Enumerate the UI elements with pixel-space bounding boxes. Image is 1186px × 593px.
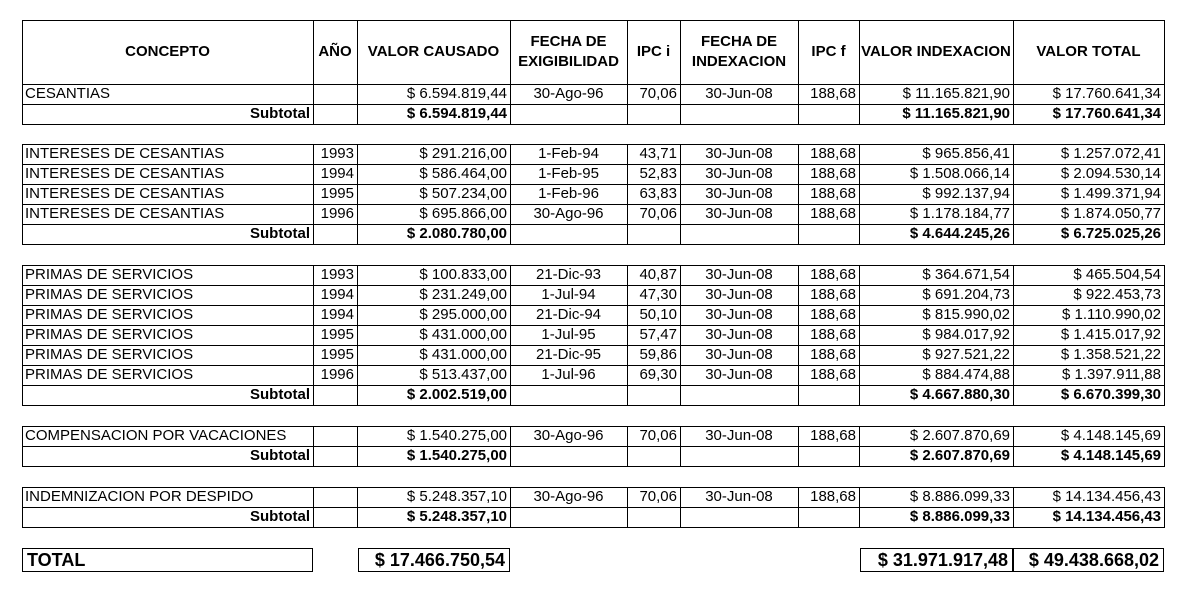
cell-total: $ 922.453,73	[1073, 286, 1161, 303]
cell-concepto: PRIMAS DE SERVICIOS	[25, 326, 194, 343]
grid-vline	[22, 20, 23, 85]
grid-vline	[313, 20, 314, 85]
subtotal-valor-causado: $ 6.594.819,44	[406, 105, 507, 122]
grid-vline	[798, 144, 799, 245]
cell-ipci: 70,06	[639, 488, 677, 505]
cell-idx: $ 927.521,22	[922, 346, 1010, 363]
subtotal-row	[0, 104, 1186, 124]
grid-vline	[313, 144, 314, 245]
table-row	[0, 204, 1186, 224]
cell-fechaidx: 30-Jun-08	[705, 85, 773, 102]
grid-vline	[357, 84, 358, 125]
cell-anio: 1993	[320, 266, 354, 283]
cell-valor: $ 6.594.819,44	[406, 85, 507, 102]
cell-fecha: 21-Dic-93	[535, 266, 602, 283]
grid-vline	[680, 144, 681, 245]
subtotal-valor-total: $ 6.670.399,30	[1060, 386, 1161, 403]
cell-fechaidx: 30-Jun-08	[705, 205, 773, 222]
table-row	[0, 305, 1186, 325]
cell-total: $ 1.499.371,94	[1060, 185, 1161, 202]
header-valor-causado: VALOR CAUSADO	[367, 43, 500, 60]
cell-concepto: INTERESES DE CESANTIAS	[25, 165, 225, 182]
grid-vline	[680, 20, 681, 85]
grid-vline	[859, 144, 860, 245]
header-anio: AÑO	[318, 43, 352, 60]
table-row	[0, 164, 1186, 184]
cell-total: $ 1.110.990,02	[1062, 306, 1161, 323]
cell-ipci: 59,86	[639, 346, 677, 363]
grid-vline	[510, 426, 511, 467]
total-valor-total: $ 49.438.668,02	[1013, 548, 1164, 572]
grid-vline	[22, 84, 23, 125]
grid-vline	[627, 426, 628, 467]
table-row	[0, 265, 1186, 285]
grid-vline	[510, 84, 511, 125]
cell-fechaidx: 30-Jun-08	[705, 346, 773, 363]
cell-ipcf: 188,68	[810, 286, 856, 303]
grid-vline	[357, 487, 358, 528]
cell-concepto: INDEMNIZACION POR DESPIDO	[25, 488, 254, 505]
grid-vline	[22, 265, 23, 406]
subtotal-label: Subtotal	[250, 447, 310, 464]
cell-fecha: 1-Jul-96	[541, 366, 596, 383]
subtotal-valor-indexacion: $ 11.165.821,90	[902, 105, 1010, 122]
cell-valor: $ 100.833,00	[419, 266, 507, 283]
grid-vline	[859, 487, 860, 528]
grid-vline	[859, 426, 860, 467]
grid-vline	[627, 487, 628, 528]
grid-vline	[798, 265, 799, 406]
cell-fechaidx: 30-Jun-08	[705, 266, 773, 283]
cell-concepto: PRIMAS DE SERVICIOS	[25, 266, 194, 283]
grid-vline	[357, 144, 358, 245]
cell-ipci: 70,06	[639, 85, 677, 102]
cell-ipcf: 188,68	[810, 366, 856, 383]
grid-vline	[313, 487, 314, 528]
cell-valor: $ 695.866,00	[419, 205, 507, 222]
cell-idx: $ 992.137,94	[922, 185, 1010, 202]
cell-valor: $ 586.464,00	[419, 165, 507, 182]
cell-idx: $ 984.017,92	[922, 326, 1010, 343]
cell-total: $ 1.874.050,77	[1060, 205, 1161, 222]
cell-valor: $ 431.000,00	[419, 346, 507, 363]
cell-fechaidx: 30-Jun-08	[705, 165, 773, 182]
cell-anio: 1996	[320, 205, 354, 222]
table-row	[0, 426, 1186, 446]
cell-total: $ 1.415.017,92	[1060, 326, 1161, 343]
subtotal-row	[0, 507, 1186, 527]
grid-vline	[22, 487, 23, 528]
total-label: TOTAL	[22, 548, 313, 572]
grid-vline	[680, 426, 681, 467]
cell-concepto: INTERESES DE CESANTIAS	[25, 145, 225, 162]
cell-concepto: INTERESES DE CESANTIAS	[25, 205, 225, 222]
header-fecha-indexacion: FECHA DE INDEXACION	[691, 33, 787, 70]
subtotal-valor-indexacion: $ 4.667.880,30	[909, 386, 1010, 403]
grid-vline	[313, 426, 314, 467]
cell-idx: $ 364.671,54	[922, 266, 1010, 283]
subtotal-valor-indexacion: $ 4.644.245,26	[909, 225, 1010, 242]
subtotal-valor-indexacion: $ 8.886.099,33	[909, 508, 1010, 525]
cell-valor: $ 431.000,00	[419, 326, 507, 343]
cell-ipcf: 188,68	[810, 266, 856, 283]
subtotal-valor-causado: $ 5.248.357,10	[406, 508, 507, 525]
grid-vline	[1164, 144, 1165, 245]
cell-fechaidx: 30-Jun-08	[705, 185, 773, 202]
cell-idx: $ 815.990,02	[922, 306, 1010, 323]
cell-anio: 1994	[320, 286, 354, 303]
total-valor-causado: $ 17.466.750,54	[358, 548, 510, 572]
grid-vline	[680, 84, 681, 125]
grid-vline	[510, 144, 511, 245]
subtotal-valor-causado: $ 2.080.780,00	[406, 225, 507, 242]
cell-ipci: 63,83	[639, 185, 677, 202]
subtotal-valor-total: $ 6.725.025,26	[1060, 225, 1161, 242]
cell-concepto: COMPENSACION POR VACACIONES	[25, 427, 287, 444]
header-ipc-f: IPC f	[811, 43, 846, 60]
cell-fecha: 21-Dic-94	[535, 306, 602, 323]
cell-ipci: 47,30	[639, 286, 677, 303]
cell-ipcf: 188,68	[810, 205, 856, 222]
cell-ipcf: 188,68	[810, 165, 856, 182]
grid-vline	[680, 265, 681, 406]
table-row	[0, 345, 1186, 365]
cell-fechaidx: 30-Jun-08	[705, 488, 773, 505]
cell-ipci: 69,30	[639, 366, 677, 383]
subtotal-row	[0, 446, 1186, 466]
subtotal-label: Subtotal	[250, 386, 310, 403]
grid-vline	[22, 144, 23, 245]
cell-anio: 1995	[320, 326, 354, 343]
header-valor-total: VALOR TOTAL	[1036, 43, 1141, 60]
cell-ipci: 50,10	[639, 306, 677, 323]
grid-vline	[627, 84, 628, 125]
cell-idx: $ 11.165.821,90	[902, 85, 1010, 102]
cell-fecha: 1-Jul-95	[541, 326, 596, 343]
cell-valor: $ 513.437,00	[419, 366, 507, 383]
cell-ipci: 70,06	[639, 427, 677, 444]
subtotal-valor-causado: $ 2.002.519,00	[406, 386, 507, 403]
cell-fechaidx: 30-Jun-08	[705, 366, 773, 383]
grid-vline	[1013, 265, 1014, 406]
table-row	[0, 84, 1186, 104]
grid-vline	[798, 487, 799, 528]
cell-fecha: 30-Ago-96	[533, 85, 604, 102]
subtotal-label: Subtotal	[250, 508, 310, 525]
cell-concepto: PRIMAS DE SERVICIOS	[25, 346, 194, 363]
grid-vline	[1013, 426, 1014, 467]
header-valor-indexacion: VALOR INDEXACION	[861, 43, 1011, 60]
grid-vline	[627, 144, 628, 245]
cell-valor: $ 295.000,00	[419, 306, 507, 323]
grid-vline	[1164, 265, 1165, 406]
grid-vline	[510, 487, 511, 528]
table-row	[0, 325, 1186, 345]
cell-fecha: 1-Feb-94	[538, 145, 599, 162]
cell-fecha: 30-Ago-96	[533, 488, 604, 505]
cell-fecha: 30-Ago-96	[533, 427, 604, 444]
cell-valor: $ 231.249,00	[419, 286, 507, 303]
grid-vline	[627, 20, 628, 85]
cell-fechaidx: 30-Jun-08	[705, 427, 773, 444]
cell-fecha: 1-Feb-96	[538, 185, 599, 202]
grid-vline	[357, 20, 358, 85]
cell-total: $ 17.760.641,34	[1052, 85, 1161, 102]
subtotal-valor-total: $ 17.760.641,34	[1052, 105, 1161, 122]
grid-vline	[1013, 84, 1014, 125]
cell-valor: $ 1.540.275,00	[406, 427, 507, 444]
cell-total: $ 1.257.072,41	[1060, 145, 1161, 162]
grid-vline	[859, 20, 860, 85]
cell-ipci: 40,87	[639, 266, 677, 283]
grid-vline	[313, 265, 314, 406]
subtotal-valor-causado: $ 1.540.275,00	[406, 447, 507, 464]
cell-anio: 1996	[320, 366, 354, 383]
cell-ipci: 43,71	[639, 145, 677, 162]
cell-idx: $ 965.856,41	[922, 145, 1010, 162]
cell-ipci: 52,83	[639, 165, 677, 182]
cell-fecha: 1-Jul-94	[541, 286, 596, 303]
cell-anio: 1995	[320, 346, 354, 363]
subtotal-row	[0, 385, 1186, 405]
subtotal-label: Subtotal	[250, 105, 310, 122]
cell-idx: $ 884.474,88	[922, 366, 1010, 383]
cell-valor: $ 5.248.357,10	[406, 488, 507, 505]
table-row	[0, 144, 1186, 164]
cell-fecha: 21-Dic-95	[535, 346, 602, 363]
cell-anio: 1995	[320, 185, 354, 202]
cell-idx: $ 1.178.184,77	[909, 205, 1010, 222]
header-fecha-exigibilidad: FECHA DE EXIGIBILIDAD	[518, 33, 619, 70]
cell-fechaidx: 30-Jun-08	[705, 286, 773, 303]
cell-idx: $ 1.508.066,14	[909, 165, 1010, 182]
table-row	[0, 487, 1186, 507]
cell-anio: 1994	[320, 306, 354, 323]
cell-concepto: PRIMAS DE SERVICIOS	[25, 366, 194, 383]
cell-valor: $ 291.216,00	[419, 145, 507, 162]
grid-vline	[1164, 84, 1165, 125]
grid-vline	[798, 20, 799, 85]
cell-concepto: PRIMAS DE SERVICIOS	[25, 306, 194, 323]
cell-anio	[313, 487, 357, 507]
cell-fecha: 1-Feb-95	[538, 165, 599, 182]
grid-vline	[1164, 487, 1165, 528]
cell-total: $ 1.397.911,88	[1062, 366, 1161, 383]
grid-vline	[798, 426, 799, 467]
grid-vline	[1164, 20, 1165, 85]
cell-total: $ 4.148.145,69	[1060, 427, 1161, 444]
grid-vline	[510, 265, 511, 406]
grid-vline	[1013, 144, 1014, 245]
grid-hline	[22, 466, 1165, 467]
grid-vline	[798, 84, 799, 125]
table-row	[0, 285, 1186, 305]
cell-concepto: PRIMAS DE SERVICIOS	[25, 286, 194, 303]
cell-ipci: 70,06	[639, 205, 677, 222]
subtotal-valor-total: $ 14.134.456,43	[1052, 508, 1161, 525]
grid-vline	[1013, 487, 1014, 528]
grid-vline	[1164, 426, 1165, 467]
grid-vline	[859, 84, 860, 125]
cell-anio: 1993	[320, 145, 354, 162]
header-ipc-i: IPC i	[636, 43, 671, 60]
cell-concepto: CESANTIAS	[25, 85, 111, 102]
cell-ipcf: 188,68	[810, 427, 856, 444]
grid-vline	[859, 265, 860, 406]
cell-ipcf: 188,68	[810, 306, 856, 323]
grid-vline	[680, 487, 681, 528]
grid-hline	[22, 405, 1165, 406]
cell-idx: $ 8.886.099,33	[909, 488, 1010, 505]
grid-vline	[1013, 20, 1014, 85]
cell-anio	[313, 426, 357, 446]
grid-vline	[357, 265, 358, 406]
grid-hline	[22, 527, 1165, 528]
cell-valor: $ 507.234,00	[419, 185, 507, 202]
grid-vline	[357, 426, 358, 467]
grid-vline	[510, 20, 511, 85]
cell-fecha: 30-Ago-96	[533, 205, 604, 222]
subtotal-valor-indexacion: $ 2.607.870,69	[909, 447, 1010, 464]
cell-ipcf: 188,68	[810, 326, 856, 343]
grid-vline	[313, 84, 314, 125]
header-concepto: CONCEPTO	[125, 43, 210, 60]
table-row	[0, 184, 1186, 204]
grid-vline	[627, 265, 628, 406]
cell-total: $ 1.358.521,22	[1060, 346, 1161, 363]
cell-fechaidx: 30-Jun-08	[705, 326, 773, 343]
subtotal-row	[0, 224, 1186, 244]
cell-fechaidx: 30-Jun-08	[705, 306, 773, 323]
cell-ipci: 57,47	[639, 326, 677, 343]
cell-total: $ 2.094.530,14	[1060, 165, 1161, 182]
grid-vline	[22, 426, 23, 467]
grid-hline	[22, 244, 1165, 245]
cell-ipcf: 188,68	[810, 346, 856, 363]
total-valor-indexacion: $ 31.971.917,48	[860, 548, 1013, 572]
cell-anio	[313, 84, 357, 104]
cell-idx: $ 691.204,73	[922, 286, 1010, 303]
subtotal-label: Subtotal	[250, 225, 310, 242]
cell-idx: $ 2.607.870,69	[909, 427, 1010, 444]
cell-total: $ 465.504,54	[1073, 266, 1161, 283]
cell-ipcf: 188,68	[810, 85, 856, 102]
cell-fechaidx: 30-Jun-08	[705, 145, 773, 162]
grid-hline	[22, 124, 1165, 125]
subtotal-valor-total: $ 4.148.145,69	[1060, 447, 1161, 464]
cell-concepto: INTERESES DE CESANTIAS	[25, 185, 225, 202]
cell-total: $ 14.134.456,43	[1052, 488, 1161, 505]
cell-ipcf: 188,68	[810, 145, 856, 162]
cell-ipcf: 188,68	[810, 185, 856, 202]
cell-anio: 1994	[320, 165, 354, 182]
grid-hline	[22, 20, 1165, 21]
cell-ipcf: 188,68	[810, 488, 856, 505]
table-row	[0, 365, 1186, 385]
